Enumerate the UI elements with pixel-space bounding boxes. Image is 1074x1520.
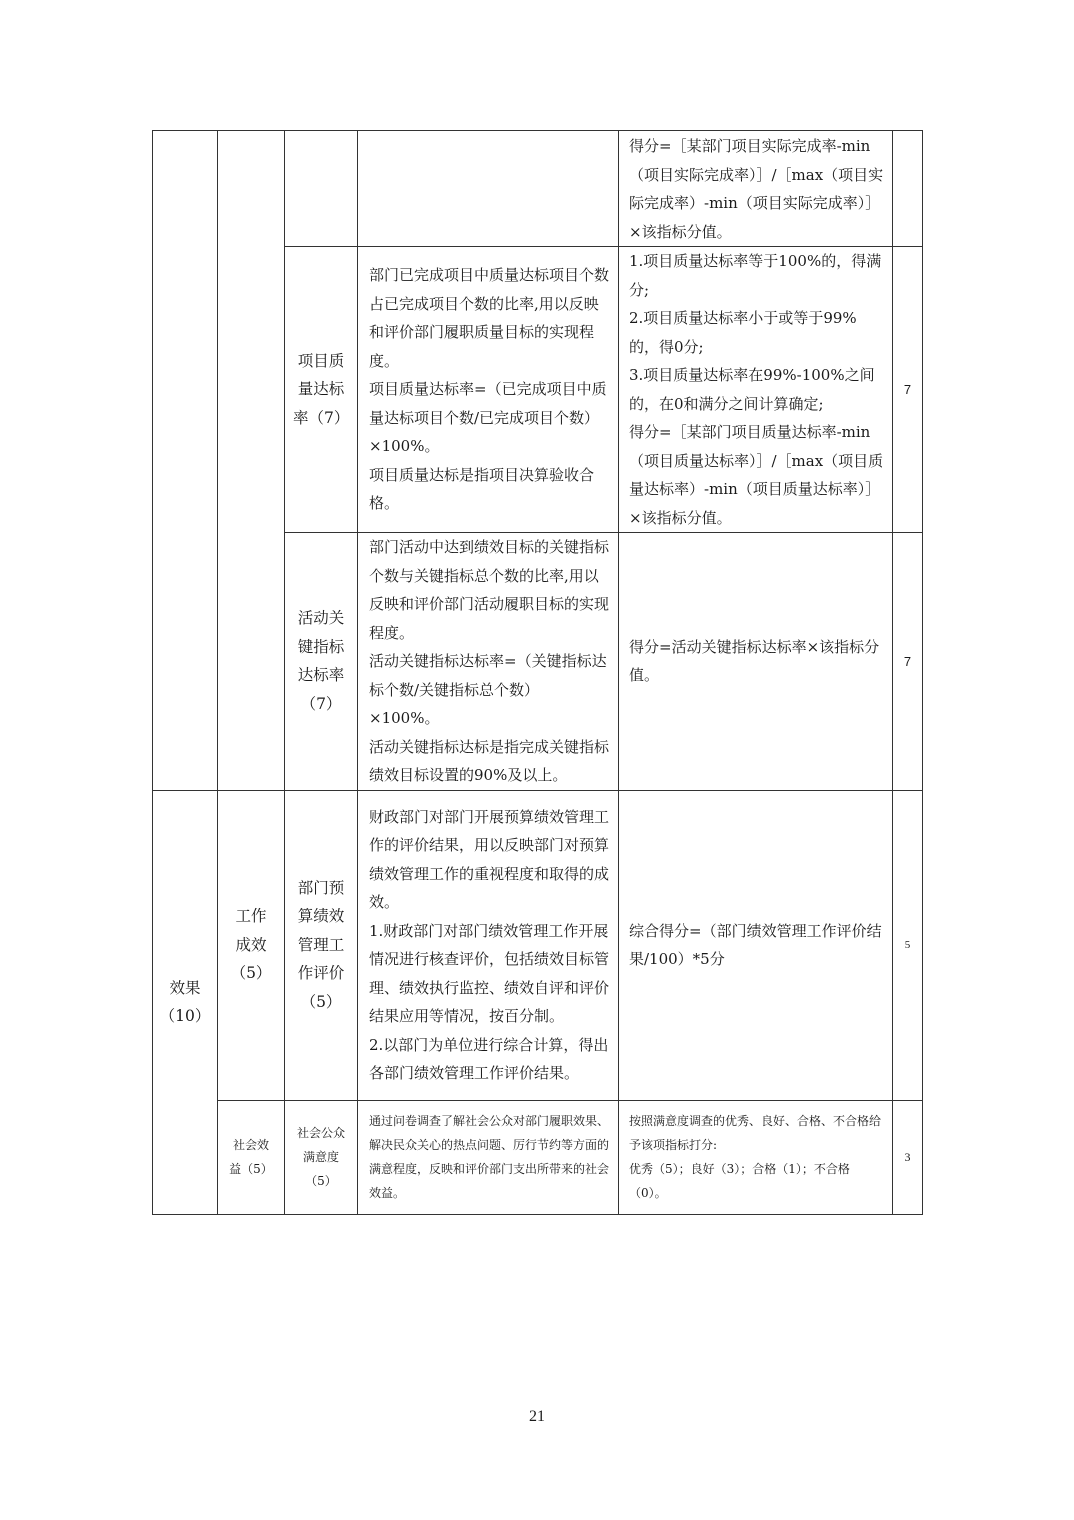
page-number: 21 <box>529 1408 545 1425</box>
table-row <box>153 131 923 247</box>
criteria-cell: 综合得分=（部门绩效管理工作评价结果/100）*5分 <box>619 790 893 1100</box>
definition-cell: 财政部门对部门开展预算绩效管理工作的评价结果，用以反映部门对预算绩效管理工作的重视程度和取得的成效。 1.财政部门对部门绩效管理工作开展情况进行核查评价，包括绩效目标管理、绩效执行监控、绩效自评和评价结果应用等情况，按百分制。 2.以部门为单位进行综合计算，得出各部门绩效管理工作评价结果。 <box>358 790 619 1100</box>
subcategory-cell: 社会效 益（5） <box>218 1100 285 1214</box>
score-cell <box>893 131 923 247</box>
category-cell <box>153 131 218 791</box>
criteria-cell: 按照满意度调查的优秀、良好、合格、不合格给予该项指标打分: 优秀（5）；良好（3）；合格（1）；不合格（0）。 <box>619 1100 893 1214</box>
indicator-cell <box>285 131 358 247</box>
definition-cell: 部门已完成项目中质量达标项目个数占已完成项目个数的比率,用以反映和评价部门履职质量目标的实现程度。 项目质量达标率=（已完成项目中质量达标项目个数/已完成项目个数）×100%。 项目质量达标是指项目决算验收合格。 <box>358 247 619 533</box>
score-cell: 7 <box>893 247 923 533</box>
score-cell: 3 <box>893 1100 923 1214</box>
subcategory-cell <box>218 131 285 791</box>
table-row <box>153 790 923 1100</box>
definition-cell <box>358 131 619 247</box>
indicator-cell: 项目质 量达标 率（7） <box>285 247 358 533</box>
table-row <box>153 1100 923 1214</box>
definition-cell: 通过问卷调查了解社会公众对部门履职效果、解决民众关心的热点问题、厉行节约等方面的满意程度，反映和评价部门支出所带来的社会效益。 <box>358 1100 619 1214</box>
criteria-cell: 1.项目质量达标率等于100%的，得满分; 2.项目质量达标率小于或等于99%的，得0分; 3.项目质量达标率在99%-100%之间的，在0和满分之间计算确定; 得分=［某部门项目质量达标率-min（项目质量达标率）］/［max（项目质量达标率）-min（项目质量达标率）］×该指标分值。 <box>619 247 893 533</box>
indicator-cell: 社会公众 满意度 （5） <box>285 1100 358 1214</box>
indicator-cell: 部门预 算绩效 管理工 作评价 （5） <box>285 790 358 1100</box>
criteria-cell: 得分=活动关键指标达标率×该指标分值。 <box>619 533 893 791</box>
score-cell: 5 <box>893 790 923 1100</box>
subcategory-cell: 工作 成效 （5） <box>218 790 285 1100</box>
evaluation-table <box>152 130 923 1215</box>
indicator-cell: 活动关 键指标 达标率 （7） <box>285 533 358 791</box>
category-cell: 效果 （10） <box>153 790 218 1214</box>
definition-cell: 部门活动中达到绩效目标的关键指标个数与关键指标总个数的比率,用以反映和评价部门活动履职目标的实现程度。 活动关键指标达标率=（关键指标达标个数/关键指标总个数）×100%。 活动关键指标达标是指完成关键指标绩效目标设置的90%及以上。 <box>358 533 619 791</box>
score-cell: 7 <box>893 533 923 791</box>
criteria-cell: 得分=［某部门项目实际完成率-min（项目实际完成率）］/［max（项目实际完成率）-min（项目实际完成率）］×该指标分值。 <box>619 131 893 247</box>
